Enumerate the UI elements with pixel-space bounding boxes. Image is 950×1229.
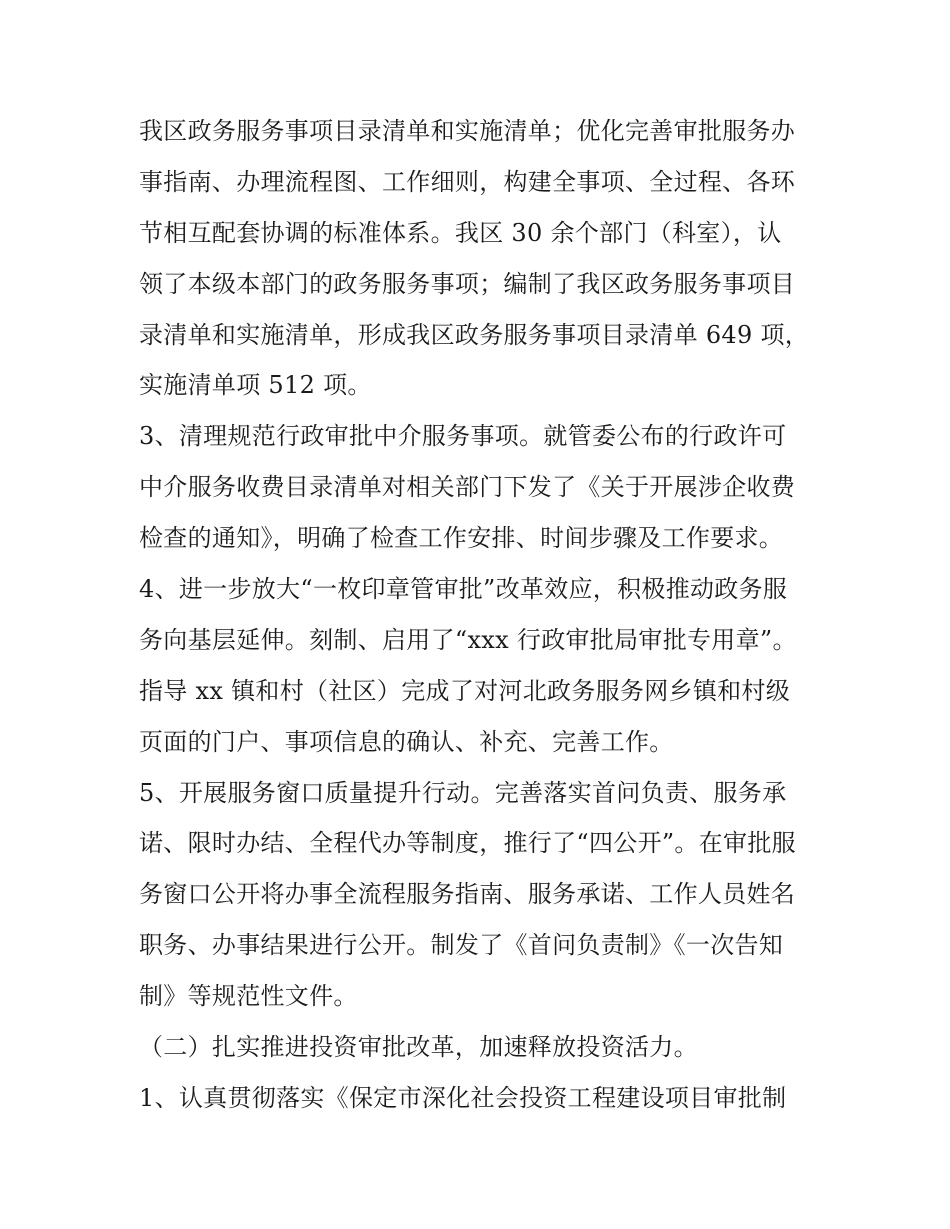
text-line: 录清单和实施清单，形成我区政务服务事项目录清单 649 项， [139, 320, 810, 349]
text-line: 指导 xx 镇和村（社区）完成了对河北政务服务网乡镇和村级 [139, 676, 791, 705]
text-line: 务向基层延伸。刻制、启用了“xxx 行政审批局审批专用章”。 [139, 625, 797, 654]
section-heading-4: 4、进一步放大“一枚印章管审批”改革效应，积极推动政务服 [139, 575, 788, 604]
section-heading-1: 1、认真贯彻落实《保定市深化社会投资工程建设项目审批制 [139, 1083, 787, 1112]
text-line: 页面的门户、事项信息的确认、补充、完善工作。 [139, 727, 674, 756]
text-line: 领了本级本部门的政务服务事项；编制了我区政务服务事项目 [139, 269, 796, 298]
document-body [139, 106, 819, 1124]
section-heading-3: 3、清理规范行政审批中介服务事项。就管委公布的行政许可 [139, 422, 787, 451]
text-line: 实施清单项 512 项。 [139, 371, 372, 400]
text-line: 我区政务服务事项目录清单和实施清单；优化完善审批服务办 [139, 117, 796, 145]
text-line: 事指南、办理流程图、工作细则，构建全事项、全过程、各环 [139, 167, 796, 196]
text-line: 诺、限时办结、全程代办等制度，推行了“四公开”。在审批服 [139, 829, 796, 858]
text-line: 职务、办事结果进行公开。制发了《首问负责制》《一次告知 [139, 931, 784, 960]
subsection-heading: （二）扎实推进投资审批改革，加速释放投资活力。 [139, 1033, 698, 1062]
text-line: 中介服务收费目录清单对相关部门下发了《关于开展涉企收费 [139, 473, 796, 502]
section-heading-5: 5、开展服务窗口质量提升行动。完善落实首问负责、服务承 [139, 778, 787, 807]
text-line: 制》等规范性文件。 [139, 982, 358, 1011]
text-line: 检查的通知》，明确了检查工作安排、时间步骤及工作要求。 [139, 524, 784, 553]
text-line: 务窗口公开将办事全流程服务指南、服务承诺、工作人员姓名 [139, 880, 796, 909]
text-line: 节相互配套协调的标准体系。我区 30 余个部门（科室），认 [139, 218, 782, 247]
